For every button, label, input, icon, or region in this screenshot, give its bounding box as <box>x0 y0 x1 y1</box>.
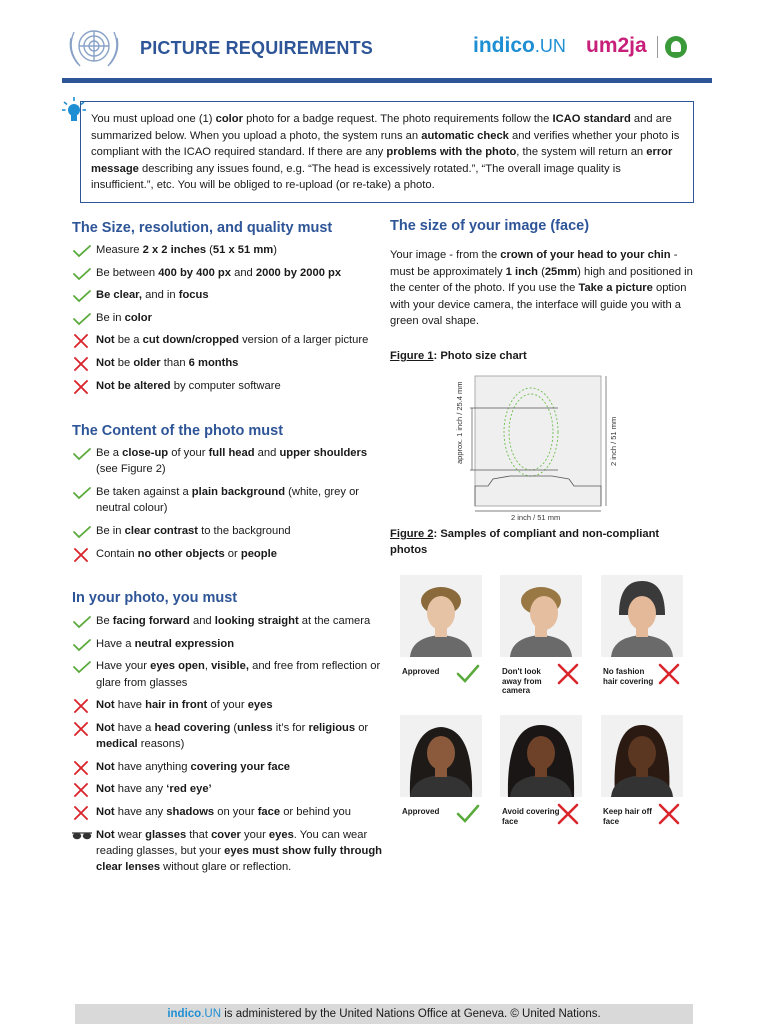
cross-icon <box>72 699 92 713</box>
logo-divider <box>657 36 658 58</box>
requirement-text: Not have any ‘red eye’ <box>96 783 212 796</box>
requirement-item <box>72 546 382 562</box>
cross-icon <box>72 357 92 371</box>
indico-logo: indico.UN <box>473 34 566 57</box>
requirement-text: Not have anything covering your face <box>96 760 291 773</box>
sample-photo <box>400 575 482 657</box>
requirement-item <box>72 697 382 713</box>
cross-icon <box>657 803 681 825</box>
cross-icon <box>72 548 92 562</box>
requirement-item <box>72 378 382 394</box>
check-icon <box>72 525 92 539</box>
content-section-heading: The Content of the photo must <box>72 422 284 439</box>
page-header <box>0 0 768 86</box>
right-column <box>390 212 700 364</box>
requirement-text: Not have any shadows on your face or behind you <box>96 805 351 818</box>
cross-icon <box>72 722 92 736</box>
footer: indico.UN is administered by the United Nations Office at Geneva. © United Nations. <box>75 1004 693 1024</box>
photo-height-label: 2 inch / 51 mm <box>609 416 618 466</box>
photo-requirements-list <box>72 613 382 876</box>
header-divider <box>62 78 712 83</box>
requirement-item <box>72 242 382 258</box>
requirement-text: Not be a cut down/cropped version of a larger picture <box>96 334 369 347</box>
check-icon <box>72 486 92 500</box>
sunglasses-icon <box>72 829 92 843</box>
face-height-label: approx. 1 inch / 25.4 mm <box>455 381 464 464</box>
requirement-item <box>72 720 382 753</box>
requirement-item <box>72 287 382 303</box>
check-icon <box>72 312 92 326</box>
check-icon <box>456 803 480 825</box>
check-icon <box>72 638 92 652</box>
sample-photo <box>601 715 683 797</box>
photo-size-chart <box>448 374 632 524</box>
cross-icon <box>556 663 580 685</box>
content-requirements-list <box>72 445 382 562</box>
cross-icon <box>72 334 92 348</box>
size-section-heading: The Size, resolution, and quality must <box>72 220 333 236</box>
requirement-text: Not have a head covering (unless it’s for religious or medical reasons) <box>96 721 369 751</box>
notice-text: You must upload one (1) color photo for a badge request. The photo requirements follow the ICAO standard and are summarized below. When you upload a photo, the system runs an automatic check and verifies whether your photo is compliant with the ICAO required standard. If there are any problems with the photo, the system will return an error message describing any issues found, e.g. “The head is excessively rotated.”, “The overall image quality is insufficient.”, etc. You will be obliged to re-upload (or re-take) a photo. <box>91 113 680 192</box>
requirement-text: Be in clear contrast to the background <box>96 524 291 537</box>
sample-photo <box>601 575 683 657</box>
sample-label: No fashion hair covering <box>603 667 654 686</box>
cross-icon <box>72 380 92 394</box>
requirement-text: Be between 400 by 400 px and 2000 by 2000 px <box>96 266 342 279</box>
check-icon <box>72 615 92 629</box>
requirement-item <box>72 265 382 281</box>
requirement-item <box>72 804 382 820</box>
requirement-text: Be taken against a plain background (white, grey or neutral colour) <box>96 485 360 515</box>
sample-label: Don't look away from camera <box>502 667 542 695</box>
green-leaf-icon <box>665 36 687 58</box>
check-icon <box>456 663 480 685</box>
cross-icon <box>72 806 92 820</box>
check-icon <box>72 447 92 461</box>
requirement-text: Be a close-up of your full head and upper shoulders (see Figure 2) <box>96 446 368 476</box>
sample-label: Avoid covering face <box>502 807 560 826</box>
un-emblem-icon <box>62 20 126 76</box>
image-size-text: Your image - from the crown of your head to your chin - must be approximately 1 inch (25mm) high and positioned in the center of the photo. If you use the Take a picture option with your device camera, the interface will guide you with a green oval shape. <box>390 249 693 328</box>
sample-photo <box>400 715 482 797</box>
footer-text: is administered by the United Nations Office at Geneva. © United Nations. <box>221 1008 601 1020</box>
requirement-text: Not wear glasses that cover your eyes. You can wear reading glasses, but your eyes must show fully through clear lenses without glare or reflection. <box>96 828 383 874</box>
check-icon <box>72 289 92 303</box>
requirement-item <box>72 827 382 876</box>
sample-photo <box>500 715 582 797</box>
requirement-text: Have your eyes open, visible, and free from reflection or glare from glasses <box>96 660 381 689</box>
cross-icon <box>72 783 92 797</box>
check-icon <box>72 267 92 281</box>
cross-icon <box>72 761 92 775</box>
figure1-caption: Figure 1: Photo size chart <box>390 349 527 362</box>
requirement-item <box>72 613 382 629</box>
photo-width-label: 2 inch / 51 mm <box>511 513 561 522</box>
requirement-text: Not have hair in front of your eyes <box>96 699 273 712</box>
sample-label: Keep hair off face <box>603 807 652 826</box>
size-requirements-list <box>72 242 382 394</box>
image-section-heading: The size of your image (face) <box>390 218 590 234</box>
requirement-item <box>72 636 382 652</box>
cross-icon <box>556 803 580 825</box>
requirement-item <box>72 310 382 326</box>
check-icon <box>72 660 92 674</box>
requirement-text: Measure 2 x 2 inches (51 x 51 mm) <box>96 244 277 256</box>
requirement-item <box>72 781 382 797</box>
page-title: PICTURE REQUIREMENTS <box>140 38 374 58</box>
requirement-text: Not be altered by computer software <box>96 379 281 392</box>
sample-photo <box>500 575 582 657</box>
photo-section-heading: In your photo, you must <box>72 589 238 606</box>
requirement-item <box>72 658 382 691</box>
requirement-text: Have a neutral expression <box>96 637 235 650</box>
figure2-caption: Figure 2: Samples of compliant and non-compliant photos <box>390 528 660 557</box>
requirement-text: Be clear, and in focus <box>96 289 209 302</box>
requirement-item <box>72 445 382 478</box>
upload-notice <box>80 101 694 203</box>
requirement-item <box>72 332 382 348</box>
requirement-text: Contain no other objects or people <box>96 547 277 560</box>
requirement-item <box>72 523 382 539</box>
left-column <box>72 212 382 876</box>
requirement-text: Not be older than 6 months <box>96 356 239 369</box>
sample-label: Approved <box>402 667 440 676</box>
requirement-text: Be facing forward and looking straight at the camera <box>96 614 371 627</box>
umoja-logo: um2ja <box>586 34 647 57</box>
sample-label: Approved <box>402 807 440 816</box>
requirement-item <box>72 355 382 371</box>
cross-icon <box>657 663 681 685</box>
requirement-text: Be in color <box>96 311 152 324</box>
check-icon <box>72 244 92 258</box>
requirement-item <box>72 484 382 517</box>
requirement-item <box>72 759 382 775</box>
